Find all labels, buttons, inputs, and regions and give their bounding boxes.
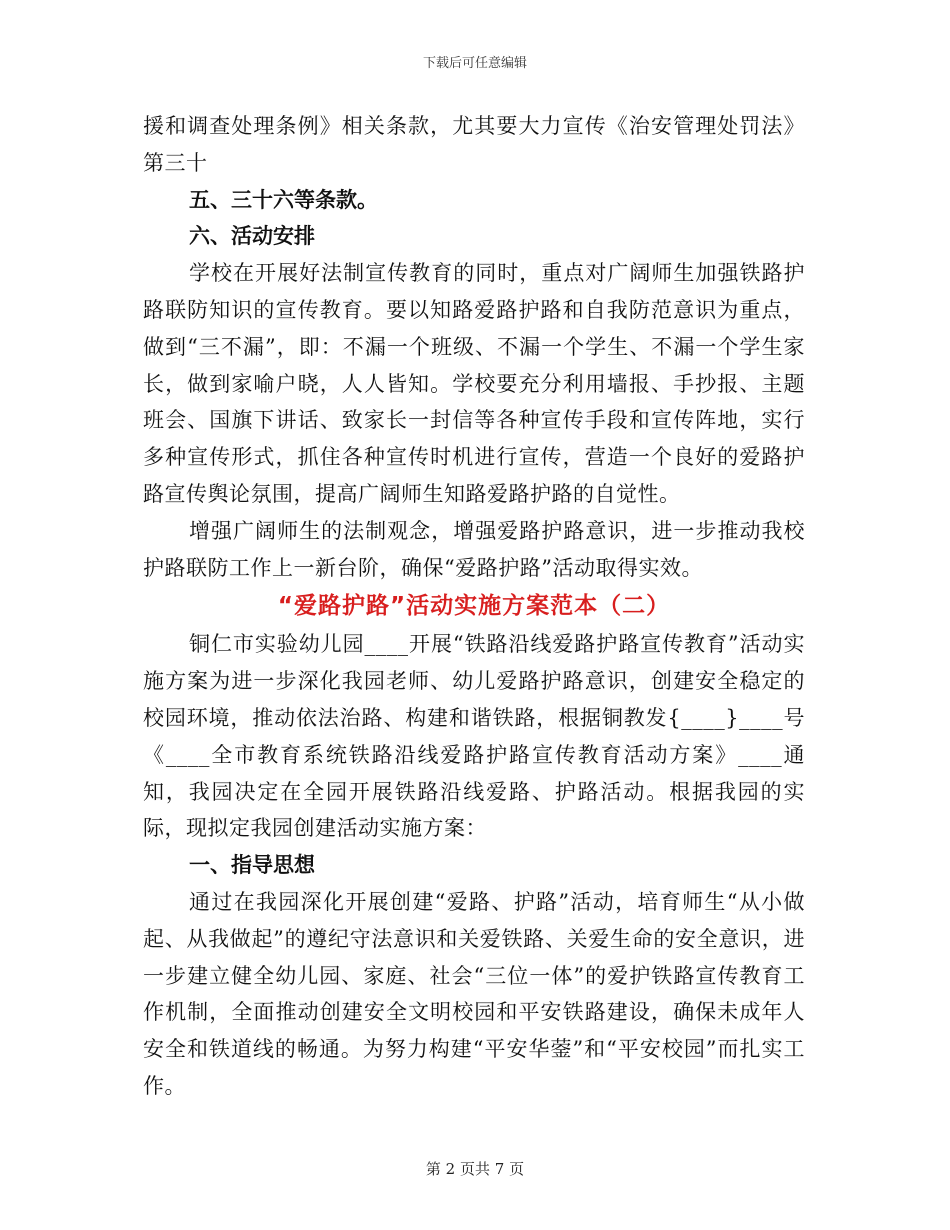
page-header: 下载后可任意编辑 (422, 56, 527, 71)
section-heading-guiding-ideology: 一、指导思想 (189, 853, 315, 878)
paragraph-guiding-ideology: 通过在我园深化开展创建“爱路、护路”活动，培育师生“从小做起、从我做起”的遵纪守法意识和关爱铁路、关爱生命的安全意识，进一步建立健全幼儿园、家庭、社会“三位一体”的爱护铁路宣传教育工作机制，全面推动创建安全文明校园和平安铁路建设，确保未成年人安全和铁道线的畅通。为努力构建“平安华蓥”和“平安校园”而扎实工作。 (143, 889, 805, 1098)
page-footer: 第 2 页共 7 页 (425, 1160, 525, 1178)
paragraph-enhance-awareness: 增强广阔师生的法制观念，增强爱路护路意识，进一步推动我校护路联防工作上一新台阶，确保“爱路护路”活动取得实效。 (143, 518, 805, 580)
paragraph-school-education: 学校在开展好法制宣传教育的同时，重点对广阔师生加强铁路护路联防知识的宣传教育。要以知路爱路护路和自我防范意识为重点，做到“三不漏”，即：不漏一个班级、不漏一个学生、不漏一个学生家长，做到家喻户晓，人人皆知。学校要充分利用墙报、手抄报、主题班会、国旗下讲话、致家长一封信等各种宣传手段和宣传阵地，实行多种宣传形式，抓住各种宣传时机进行宣传，营造一个良好的爱路护路宣传舆论氛围，提高广阔师生知路爱路护路的自觉性。 (143, 261, 805, 506)
paragraph-kindergarten-plan: 铜仁市实验幼儿园____开展“铁路沿线爱路护路宣传教育”活动实施方案为进一步深化我园老师、幼儿爱路护路意识，创建安全稳定的校园环境，推动依法治路、构建和谐铁路，根据铜教发{____}____号《____全市教育系统铁路沿线爱路护路宣传教育活动方案》____通知，我园决定在全园开展铁路沿线爱路、护路活动。根据我园的实际，现拟定我园创建活动实施方案： (143, 632, 805, 841)
paragraph-continuation: 援和调查处理条例》相关条款，尤其要大力宣传《治安管理处罚法》第三十 (143, 114, 805, 175)
document-body (143, 108, 805, 1105)
section-heading-clauses: 五、三十六等条款。 (189, 187, 378, 212)
section-heading-activity-arrangement: 六、活动安排 (189, 224, 315, 249)
document-title: “爱路护路”活动实施方案范本（二） (277, 593, 671, 620)
